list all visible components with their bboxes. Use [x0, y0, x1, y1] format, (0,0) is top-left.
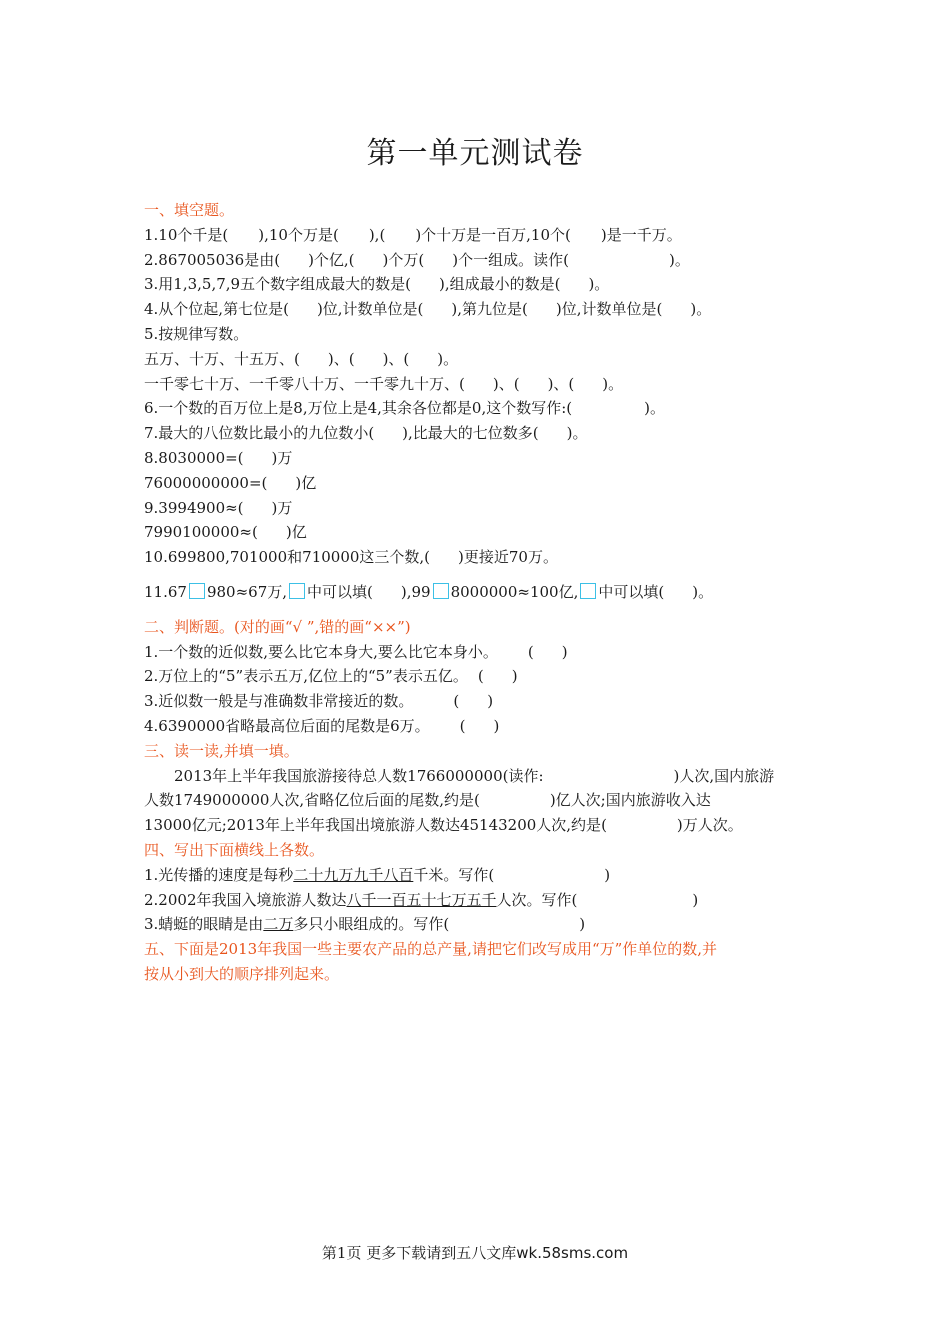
reading-line-1: 2013年上半年我国旅游接待总人数1766000000(读作: )人次,国内旅游: [174, 766, 775, 785]
question-1-3: 3.用1,3,5,7,9五个数字组成最大的数是( ),组成最小的数是( )。: [144, 275, 610, 294]
write-number-1: 1.光传播的速度是每秒二十九万九千八百千米。写作( ): [144, 865, 611, 884]
question-1-7: 7.最大的八位数比最小的九位数小( ),比最大的七位数多( )。: [144, 424, 588, 443]
question-1-5b: 一千零七十万、一千零八十万、一千零九十万、( )、( )、( )。: [144, 374, 624, 393]
worksheet-body: [144, 198, 814, 987]
write-number-3: 3.蜻蜓的眼睛是由二万多只小眼组成的。写作( ): [144, 915, 586, 934]
reading-line-3: 13000亿元;2013年上半年我国出境旅游人数达45143200人次,约是( )万人次。: [144, 816, 743, 835]
answer-box: [189, 583, 205, 599]
judge-item-2: 2.万位上的“5”表示五万,亿位上的“5”表示五亿。 ( ): [144, 667, 518, 686]
question-1-8a: 8.8030000=( )万: [144, 448, 293, 467]
section-3-heading: 三、读一读,并填一填。: [144, 741, 299, 760]
question-1-11: 11.67 980≈67万, 中可以填( ),99 8000000≈100亿, 中可以填( )。: [144, 582, 714, 601]
answer-box: [433, 583, 449, 599]
answer-box: [289, 583, 305, 599]
question-1-5a: 五万、十万、十五万、( )、( )、( )。: [144, 349, 459, 368]
question-1-1: 1.10个千是( ),10个万是( ),( )个十万是一百万,10个( )是一千万。: [144, 225, 682, 244]
page-footer: 第1页 更多下载请到五八文库wk.58sms.com: [321, 1244, 629, 1262]
judge-item-1: 1.一个数的近似数,要么比它本身大,要么比它本身小。 ( ): [144, 642, 568, 661]
write-number-2: 2.2002年我国入境旅游人数达八千一百五十七万五千人次。写作( ): [144, 890, 699, 909]
question-1-6: 6.一个数的百万位上是8,万位上是4,其余各位都是0,这个数写作:( )。: [144, 399, 666, 418]
question-1-4: 4.从个位起,第七位是( )位,计数单位是( ),第九位是( )位,计数单位是( )。: [144, 300, 712, 319]
question-1-10: 10.699800,701000和710000这三个数,( )更接近70万。: [144, 548, 558, 567]
reading-line-2: 人数1749000000人次,省略亿位后面的尾数,约是( )亿人次;国内旅游收入达: [144, 791, 711, 810]
answer-box: [580, 583, 596, 599]
section-5-heading-line-2: 按从小到大的顺序排列起来。: [144, 964, 340, 983]
question-1-5: 5.按规律写数。: [144, 324, 249, 343]
question-1-8b: 76000000000=( )亿: [144, 473, 317, 492]
judge-item-4: 4.6390000省略最高位后面的尾数是6万。 ( ): [144, 716, 500, 735]
section-4-heading: 四、写出下面横线上各数。: [144, 840, 325, 859]
section-5-heading-line-1: 五、下面是2013年我国一些主要农产品的总产量,请把它们改写成用“万”作单位的数,并: [144, 940, 718, 959]
judge-item-3: 3.近似数一般是与准确数非常接近的数。 ( ): [144, 692, 494, 711]
section-2-heading: 二、判断题。(对的画“√ ”,错的画“××”): [144, 617, 411, 636]
section-1-heading: 一、填空题。: [144, 201, 235, 219]
question-1-9a: 9.3994900≈( )万: [144, 498, 293, 517]
page-title: 第一单元测试卷: [366, 136, 584, 171]
question-1-9b: 7990100000≈( )亿: [144, 523, 307, 542]
question-1-2: 2.867005036是由( )个亿,( )个万( )个一组成。读作( )。: [144, 250, 690, 269]
